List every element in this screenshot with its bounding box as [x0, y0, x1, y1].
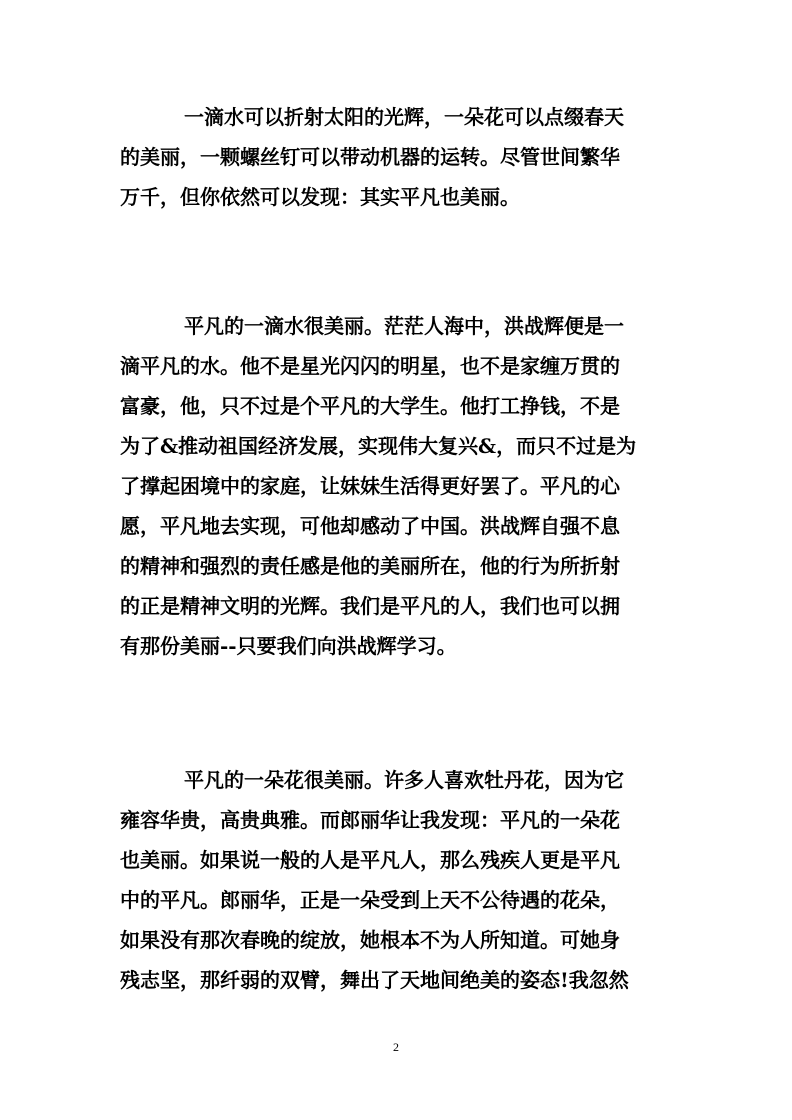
paragraph-line: 的正是精神文明的光辉。我们是平凡的人，我们也可以拥 [120, 594, 620, 618]
paragraph-line: 的美丽，一颗螺丝钉可以带动机器的运转。尽管世间繁华 [120, 145, 620, 169]
paragraph-line: 了撑起困境中的家庭，让妹妹生活得更好罢了。平凡的心 [120, 474, 620, 498]
paragraph-line: 万千，但你依然可以发现：其实平凡也美丽。 [120, 185, 520, 209]
paragraph-line: 一滴水可以折射太阳的光辉，一朵花可以点缀春天 [184, 105, 624, 129]
paragraph-line: 如果没有那次春晚的绽放，她根本不为人所知道。可她身 [120, 928, 620, 952]
page-number: 2 [393, 1040, 399, 1054]
paragraph-line: 中的平凡。郎丽华，正是一朵受到上天不公待遇的花朵， [120, 888, 620, 912]
paragraph-line: 滴平凡的水。他不是星光闪闪的明星，也不是家缠万贯的 [120, 354, 620, 378]
paragraph-2 [120, 306, 680, 666]
paragraph-3 [120, 760, 680, 1000]
paragraph-line: 富豪，他，只不过是个平凡的大学生。他打工挣钱，不是 [120, 394, 620, 418]
paragraph-line: 平凡的一朵花很美丽。许多人喜欢牡丹花，因为它 [184, 768, 624, 792]
paragraph-line: 愿，平凡地去实现，可他却感动了中国。洪战辉自强不息 [120, 514, 620, 538]
paragraph-line: 平凡的一滴水很美丽。茫茫人海中，洪战辉便是一 [184, 314, 624, 338]
paragraph-1 [120, 97, 680, 217]
paragraph-line: 残志坚，那纤弱的双臂，舞出了天地间绝美的姿态!我忽然 [120, 968, 629, 992]
paragraph-line: 也美丽。如果说一般的人是平凡人，那么残疾人更是平凡 [120, 848, 620, 872]
paragraph-line: 的精神和强烈的责任感是他的美丽所在，他的行为所折射 [120, 554, 620, 578]
paragraph-line: 有那份美丽--只要我们向洪战辉学习。 [120, 634, 457, 658]
paragraph-line: 雍容华贵，高贵典雅。而郎丽华让我发现：平凡的一朵花 [120, 808, 620, 832]
paragraph-line: 为了&推动祖国经济发展，实现伟大复兴&，而只不过是为 [120, 434, 637, 458]
